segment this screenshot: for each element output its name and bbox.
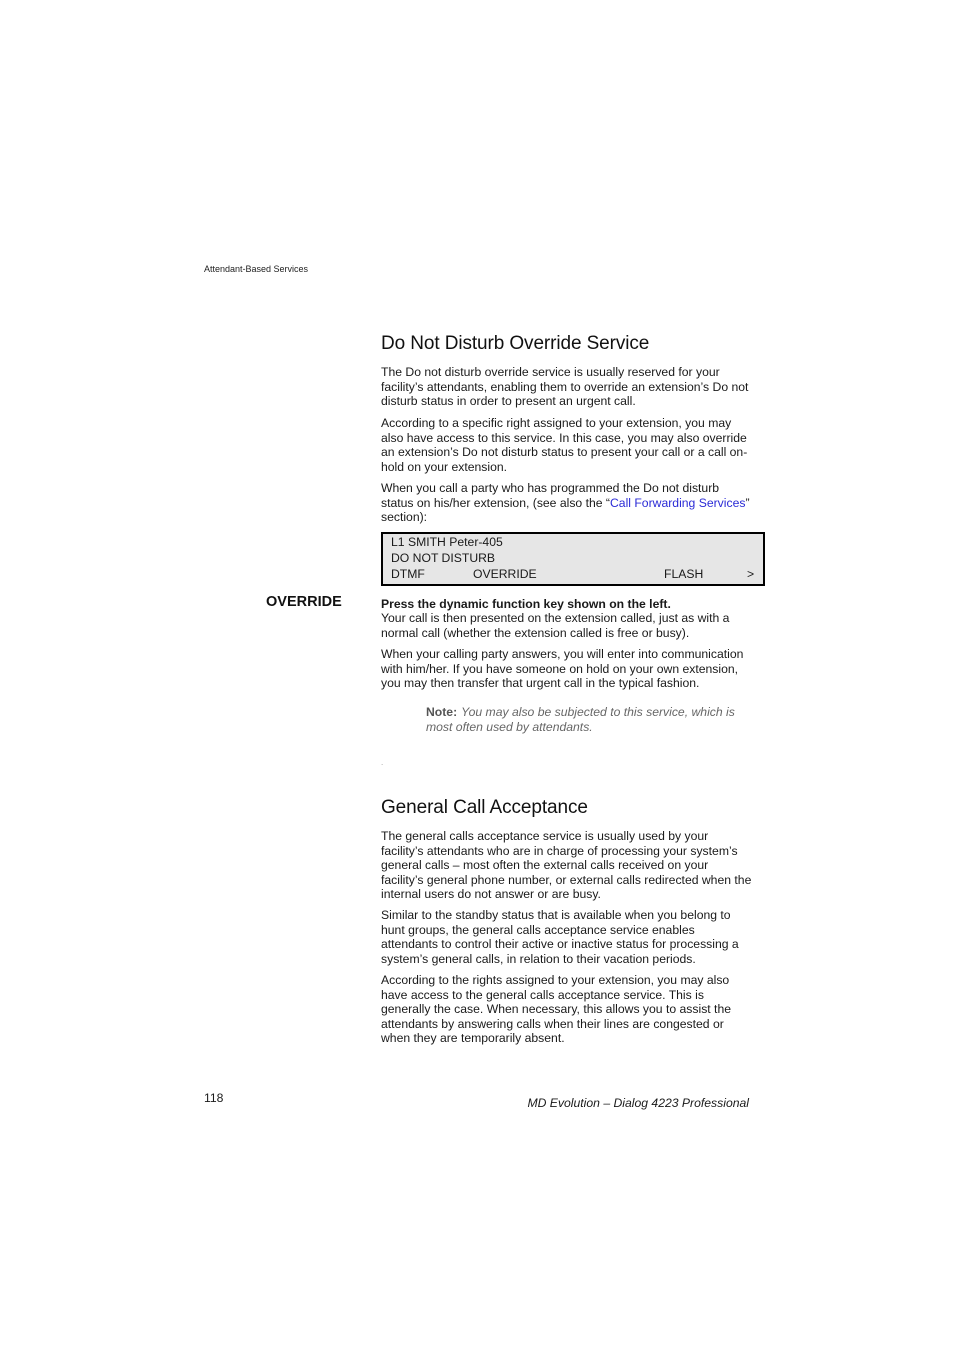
softkey-dtmf[interactable]: DTMF [391, 567, 425, 581]
footer-doc-title: MD Evolution – Dialog 4223 Professional [527, 1096, 749, 1110]
section-title-general-call-acceptance: General Call Acceptance [381, 797, 588, 818]
page-number: 118 [204, 1091, 224, 1105]
note [426, 705, 754, 734]
display-line-1: L1 SMITH Peter-405 [391, 535, 503, 549]
paragraph: The Do not disturb override service is usually reserved for your facility’s attendants, enabling them to override an extension’s Do not disturb status in order to present an urgent call. [381, 365, 749, 408]
paragraph-text: When you call a party who has programmed the Do not disturb status on his/her extension, (see also the “ [381, 481, 720, 510]
paragraph: When your calling party answers, you will enter into communication with him/her. If you have someone on hold on your own extension, you may then transfer that urgent call in the typical fashion. [381, 647, 744, 690]
softkey-override[interactable]: OVERRIDE [473, 567, 537, 581]
call-forwarding-link[interactable]: Call Forwarding Services [609, 495, 746, 510]
paragraph [381, 481, 753, 525]
paragraph: Similar to the standby status that is available when you belong to hunt groups, the general calls acceptance service enables attendants to control their active or inactive status for processing a system’s general calls, in relation to their vacation periods. [381, 908, 739, 966]
section-title-dnd-override: Do Not Disturb Override Service [381, 333, 650, 354]
paragraph: According to the rights assigned to your extension, you may also have access to the general calls acceptance service. This is generally the case. When necessary, this allows you to assist the attendants by answering calls when their lines are congested or when they are temporarily absent. [381, 973, 731, 1045]
override-key-label: OVERRIDE [266, 594, 342, 610]
running-header: Attendant-Based Services [204, 264, 309, 274]
note-text: You may also be subjected to this service, which is most often used by attendants. [426, 705, 735, 734]
paragraph: The general calls acceptance service is usually used by your facility’s attendants who are in charge of processing your system’s general calls – most often the external calls received on your facility’s general phone number, or external calls redirected when the internal users do not answer or are busy. [381, 829, 752, 901]
paragraph: Your call is then presented on the extension called, just as with a normal call (whether the extension called is free or busy). [381, 611, 730, 640]
instruction: Press the dynamic function key shown on the left. [381, 597, 671, 611]
paragraph: According to a specific right assigned to your extension, you may also have access to this service. In this case, you may also override an extension’s Do not disturb status to present your call or a call on-hold on your extension. [381, 416, 748, 474]
note-label: Note: [426, 705, 458, 719]
paragraph-text: ” section): [381, 495, 750, 524]
stray-mark: . [381, 758, 384, 767]
softkey-next-arrow[interactable]: > [747, 567, 755, 581]
phone-display [381, 532, 765, 586]
display-line-2: DO NOT DISTURB [391, 551, 496, 565]
softkey-flash[interactable]: FLASH [664, 567, 704, 581]
